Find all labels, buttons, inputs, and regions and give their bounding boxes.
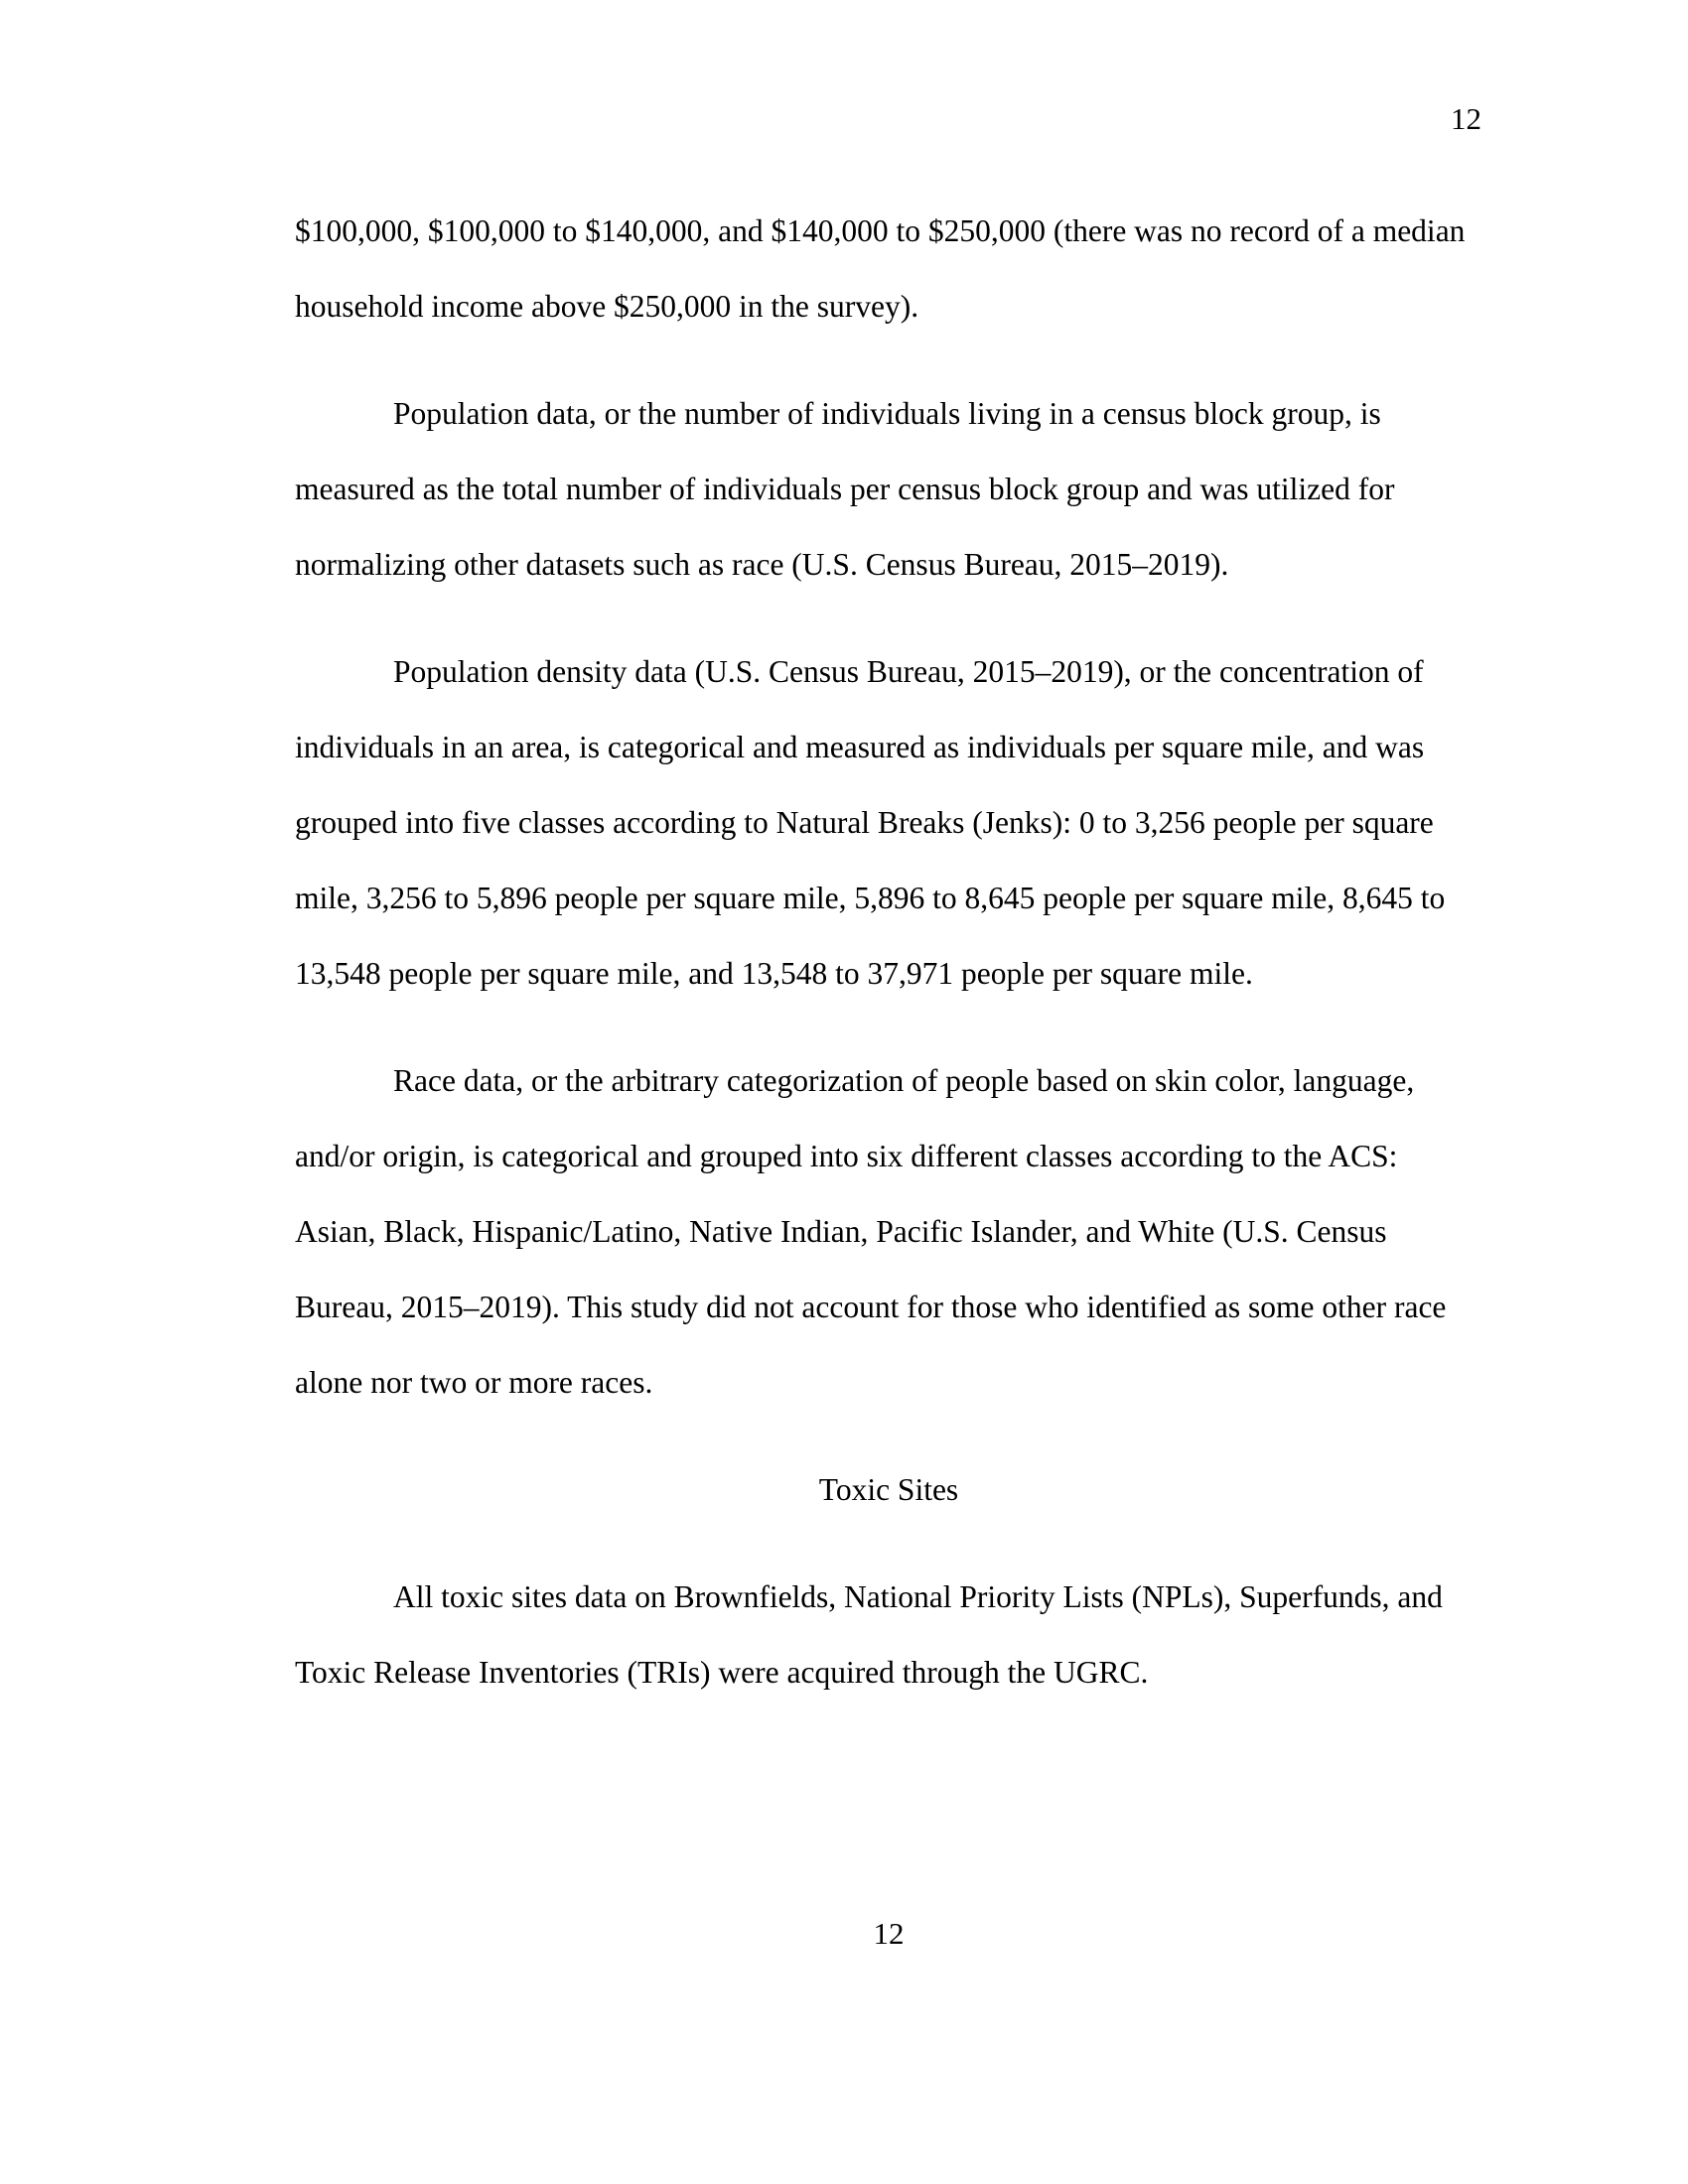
paragraph-race-data: Race data, or the arbitrary categorization of people based on skin color, language, and/or origin, is categorical and grouped into six different classes according to the ACS: Asian, Black, Hispanic/Latino, Native Indian, Pacific Islander, and White (U.S. Census Bureau, 2015–2019). This study did not account for those who identified as some other race alone nor two or more races. (295, 1063, 1447, 1400)
document-body (295, 194, 1482, 1742)
page-number-header: 12 (1451, 101, 1481, 136)
paragraph-population-data: Population data, or the number of individuals living in a census block group, is measured as the total number of individuals per census block group and was utilized for normalizing other datasets such as race (U.S. Census Bureau, 2015–2019). (295, 396, 1395, 582)
page-number-footer: 12 (873, 1916, 905, 1951)
paragraph-toxic-sites: All toxic sites data on Brownfields, National Priority Lists (NPLs), Superfunds, and Toxic Release Inventories (TRIs) were acquired through the UGRC. (295, 1579, 1443, 1690)
paragraph-population-density: Population density data (U.S. Census Bureau, 2015–2019), or the concentration of individuals in an area, is categorical and measured as individuals per square mile, and was grouped into five classes according to Natural Breaks (Jenks): 0 to 3,256 people per square mile, 3,256 to 5,896 people per square mile, 5,896 to 8,645 people per square mile, 8,645 to 13,548 people per square mile, and 13,548 to 37,971 people per square mile. (295, 654, 1446, 991)
paragraph-income-classes: $100,000, $100,000 to $140,000, and $140,000 to $250,000 (there was no record of a median household income above $250,000 in the survey). (295, 213, 1466, 324)
section-heading-toxic-sites: Toxic Sites (818, 1472, 959, 1507)
